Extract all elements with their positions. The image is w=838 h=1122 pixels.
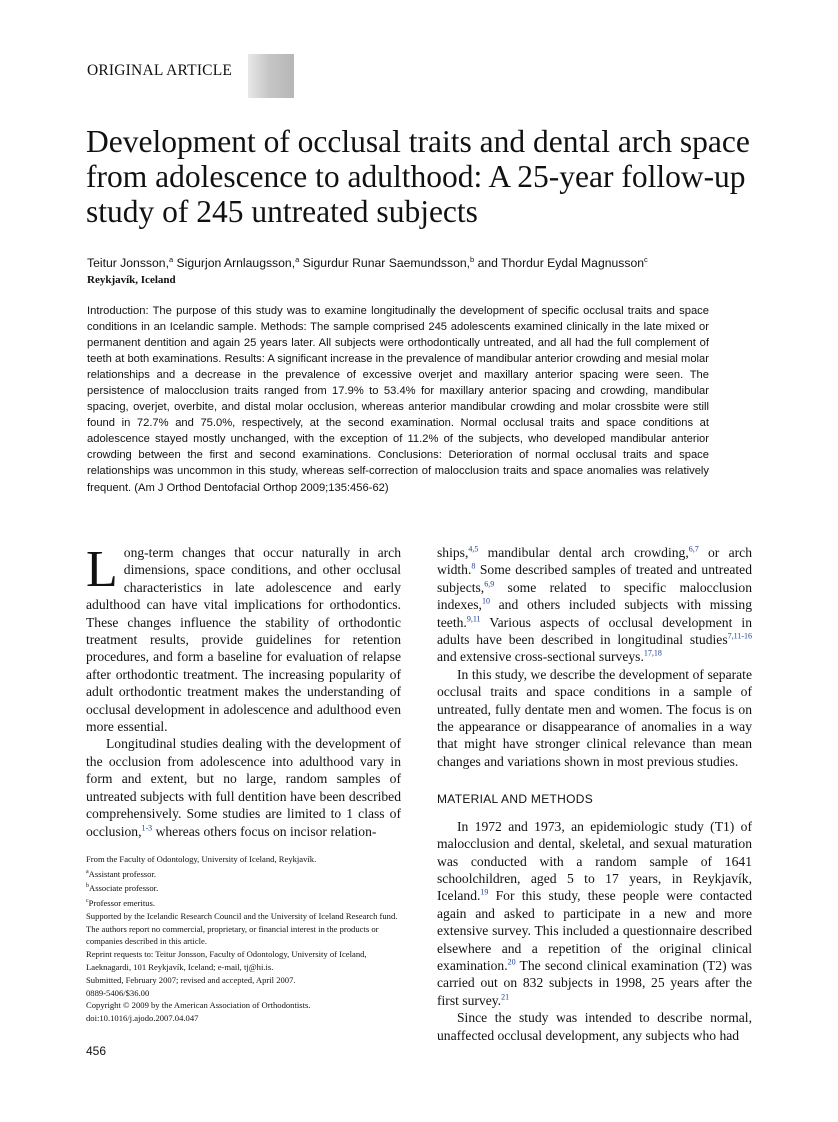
section-label: ORIGINAL ARTICLE [87,62,233,79]
footnote-item: $^b$Associate professor. [86,883,159,894]
citation-link[interactable]: 7,11-16 [727,631,752,641]
citation-link[interactable]: 6,9 [484,579,495,589]
author-name: and Thordur Eydal Magnusson [477,256,645,271]
citation-link[interactable]: 19 [480,887,489,897]
author-name: Sigurjon Arnlaugsson, [176,256,296,271]
body-column-left [86,541,401,840]
citation-link[interactable]: 21 [501,992,510,1002]
drop-cap: L [86,541,118,598]
author-affiliation-mark: b [470,255,475,264]
page-number: 456 [86,1044,107,1058]
author-name: Sigurdur Runar Saemundsson, [302,256,471,271]
author-affiliation-mark: c [644,255,648,264]
footnote-copyright: Copyright © 2009 by the American Association of Orthodontists. [86,1000,311,1011]
section-heading: MATERIAL AND METHODS [437,792,594,807]
citation-link[interactable]: 10 [481,596,490,606]
citation-link[interactable]: 4,5 [468,544,479,554]
footnote-affiliation: From the Faculty of Odontology, University of Iceland, Reykjavík. [86,854,317,864]
footnote-disclosure: The authors report no commercial, proprietary, or financial interest in the products or companies described in this article. [86,923,379,947]
body-paragraph: In 1972 and 1973, an epidemiologic study (T1) of malocclusion and dental, skeletal, and sexual maturation was conducted with a random sample of 1641 schoolchildren, aged 5 to 17 years, in Reykjavík, Iceland.$^{19}$ For this study, these people were contacted again and asked to participate in a new and more extensive survey. This included a questionnaire described elsewhere and a repetition of the original clinical examination.$^{20}$ The second clinical examination (T2) was carried out on 832 subjects in 1998, 25 years after the first survey.$^{21}$ [437,818,752,1008]
author-location: Reykjavík, Iceland [87,274,176,286]
footnote-doi[interactable]: doi:10.1016/j.ajodo.2007.04.047 [86,1013,199,1024]
footnote-reprint: Reprint requests to: Teitur Jonsson, Faculty of Odontology, University of Iceland, Laeknagardi, 101 Reykjavík, Iceland; e-mail, tj@hi.is. [86,949,367,972]
section-label-shade [248,54,294,98]
author-list [87,255,648,270]
footnote-support: Supported by the Icelandic Research Council and the University of Iceland Research fund. [86,910,398,921]
body-paragraph: Long-term changes that occur naturally in arch dimensions, space conditions, and other occlusal characteristics in late adolescence and early adulthood can have vital implications for orthodontics. These changes influence the stability of orthodontic treatment results, provide guidelines for retention procedures, and form a baseline for evaluation of relapse after orthodontic treatment. The increasing popularity of adult orthodontic treatment makes the understanding of occlusal development in adolescence and adulthood even more essential. [86,541,401,735]
article-title: Development of occlusal traits and dental arch space from adolescence to adulthood: A 25-year follow-up study of 245 untreated subjects [86,124,750,229]
citation-link[interactable]: 9,11 [466,614,481,624]
body-paragraph: In this study, we describe the development of separate occlusal traits and space conditions in a sample of untreated, fully dentate men and women. The focus is on the appearance or disappearance of anomalies in a way that might have stronger clinical relevance than mean changes and variations shown in most previous studies. [437,666,752,769]
footnote-submitted: Submitted, February 2007; revised and accepted, April 2007. [86,974,296,985]
author-name: Teitur Jonsson, [87,256,169,271]
citation-link[interactable]: 17,18 [643,648,662,658]
body-paragraph: Since the study was intended to describe normal, unaffected occlusal development, any subjects who had [437,1010,752,1043]
body-column-right [437,544,752,1044]
author-affiliation-mark: a [168,255,174,264]
footnotes [86,853,402,1025]
citation-link[interactable]: 8 [471,561,476,571]
body-paragraph: Longitudinal studies dealing with the development of the occlusion from adolescence into adulthood vary in form and extent, but no large, random samples of untreated subjects with full dentition have been described comprehensively. Some studies are limited to 1 class of occlusion,$^{1-3}$ whereas others focus on incisor relation- [86,736,401,839]
footnote-item: $^c$Professor emeritus. [86,897,156,908]
footnote-item: $^a$Assistant professor. [86,868,156,879]
footnote-issn: 0889-5406/$36.00 [86,987,150,998]
body-paragraph: ships,$^{4,5}$ mandibular dental arch crowding,$^{6,7}$ or arch width.$^8$ Some described samples of treated and untreated subjects,$^{6,9}$ some related to specific malocclusion indexes,$^{10}$ and others included subjects with missing teeth.$^{9,11}$ Various aspects of occlusal development in adults have been described in longitudinal studies$^{7,11-16}$ and extensive cross-sectional surveys.$^{17,18}$ [437,544,752,665]
author-affiliation-mark: a [295,255,300,264]
citation-link[interactable]: 6,7 [688,544,699,554]
citation-link[interactable]: 20 [507,957,516,967]
abstract: Introduction: The purpose of this study was to examine longitudinally the development of specific occlusal traits and space conditions in an Icelandic sample. Methods: The sample comprised 245 adolescents examined clinically in the late mixed or permanent dentition and again 25 years later. All subjects were orthodontically untreated, and all had the full complement of teeth at both examinations. Results: A significant increase in the prevalence of mandibular anterior crowding and mesial molar relationships and a decrease in the prevalence of excessive overjet and maxillary anterior spacing were seen. The persistence of malocclusion traits ranged from 17.9% to 53.4% for maxillary anterior spacing and crowding, mandibular spacing, overjet, overbite, and distal molar occlusion, whereas anterior mandibular crowding and molar crossbite were still found in 72.7% and 75.0%, respectively, at the second examination. Normal occlusal traits and space conditions at adolescence stayed mostly unchanged, with the exception of 11.2% of the subjects, who developed mandibular anterior crowding between the first and second examinations. Conclusions: Deterioration of normal occlusal traits and space relationships was uncommon in this study, whereas self-correction of malocclusion traits and space anomalies was relatively frequent. (Am J Orthod Dentofacial Orthop 2009;135:456-62) [87,305,709,494]
citation-link[interactable]: 1-3 [141,822,153,832]
